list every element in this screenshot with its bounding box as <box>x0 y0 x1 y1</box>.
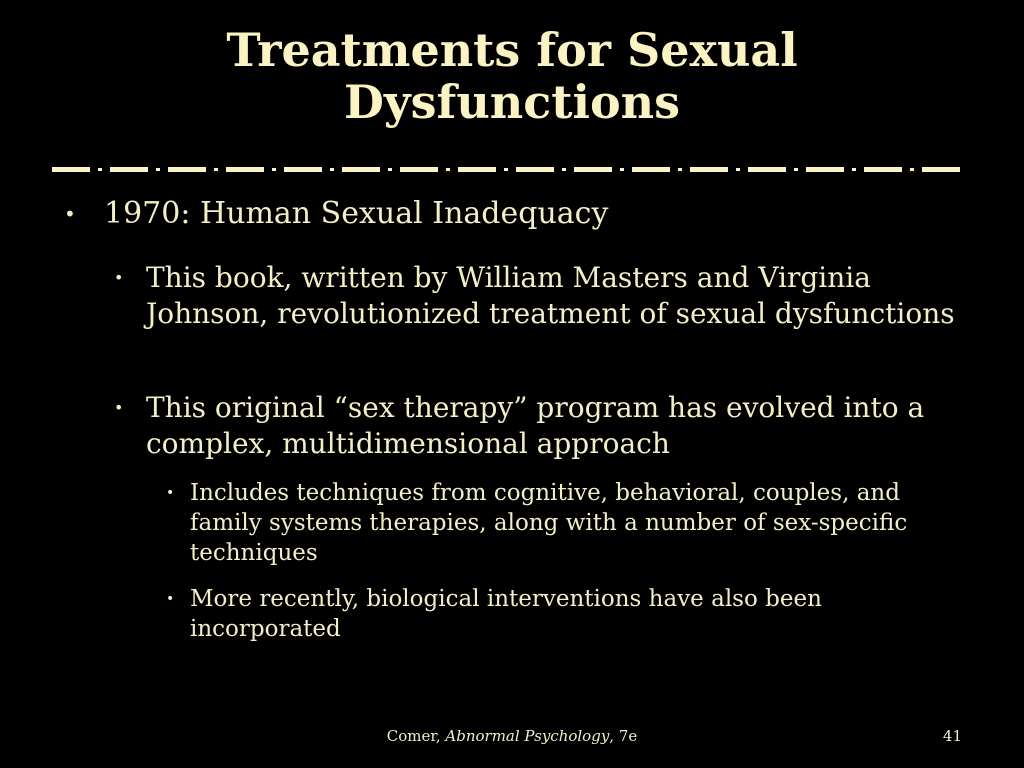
divider-dash <box>342 167 380 172</box>
bullet-text: 1970: Human Sexual Inadequacy <box>104 196 609 231</box>
divider-dot <box>794 168 798 171</box>
divider-dot <box>388 168 392 171</box>
title-line-2: Dysfunctions <box>344 75 680 129</box>
divider-dot <box>562 168 566 171</box>
divider-dash <box>748 167 786 172</box>
divider-dash <box>574 167 612 172</box>
divider-dash <box>516 167 554 172</box>
title-divider <box>52 164 974 176</box>
divider-dot <box>736 168 740 171</box>
divider-dash <box>284 167 322 172</box>
divider-dash <box>690 167 728 172</box>
divider-dash <box>168 167 206 172</box>
divider-dot <box>272 168 276 171</box>
divider-dot <box>910 168 914 171</box>
bullet-dot-icon: • <box>114 268 124 287</box>
footer-source <box>0 727 1024 745</box>
divider-dot <box>620 168 624 171</box>
divider-dot <box>330 168 334 171</box>
divider-dash <box>806 167 844 172</box>
divider-dash <box>110 167 148 172</box>
divider-dash <box>632 167 670 172</box>
bullet-dot-icon: • <box>114 398 124 417</box>
divider-dash <box>922 167 960 172</box>
divider-dot <box>214 168 218 171</box>
page-number: 41 <box>942 727 962 745</box>
divider-dash <box>226 167 264 172</box>
divider-dash <box>400 167 438 172</box>
bullet-text: This original “sex therapy” program has evolved into a complex, multidimensional approach <box>146 391 925 460</box>
divider-dot <box>504 168 508 171</box>
divider-dash <box>458 167 496 172</box>
slide-title <box>0 24 1024 128</box>
bullet-dot-icon: • <box>166 485 175 501</box>
footer-book-title: Abnormal Psychology <box>445 727 610 745</box>
divider-dot <box>446 168 450 171</box>
divider-dot <box>678 168 682 171</box>
divider-dot <box>98 168 102 171</box>
bullet-dot-icon: • <box>166 591 175 607</box>
footer-author: Comer, <box>386 727 446 745</box>
bullet-text: Includes techniques from cognitive, behavioral, couples, and family systems therapies, along with a number of sex-specific techniques <box>190 480 908 566</box>
divider-dot <box>852 168 856 171</box>
divider-dot <box>156 168 160 171</box>
divider-dash <box>52 167 90 172</box>
bullet-text: This book, written by William Masters and Virginia Johnson, revolutionized treatment of sexual dysfunctions <box>146 261 955 330</box>
title-line-1: Treatments for Sexual <box>226 23 798 77</box>
footer-edition: , 7e <box>609 727 638 745</box>
bullet-dot-icon: • <box>64 202 76 226</box>
bullet-text: More recently, biological interventions have also been incorporated <box>190 586 822 642</box>
divider-dash <box>864 167 902 172</box>
